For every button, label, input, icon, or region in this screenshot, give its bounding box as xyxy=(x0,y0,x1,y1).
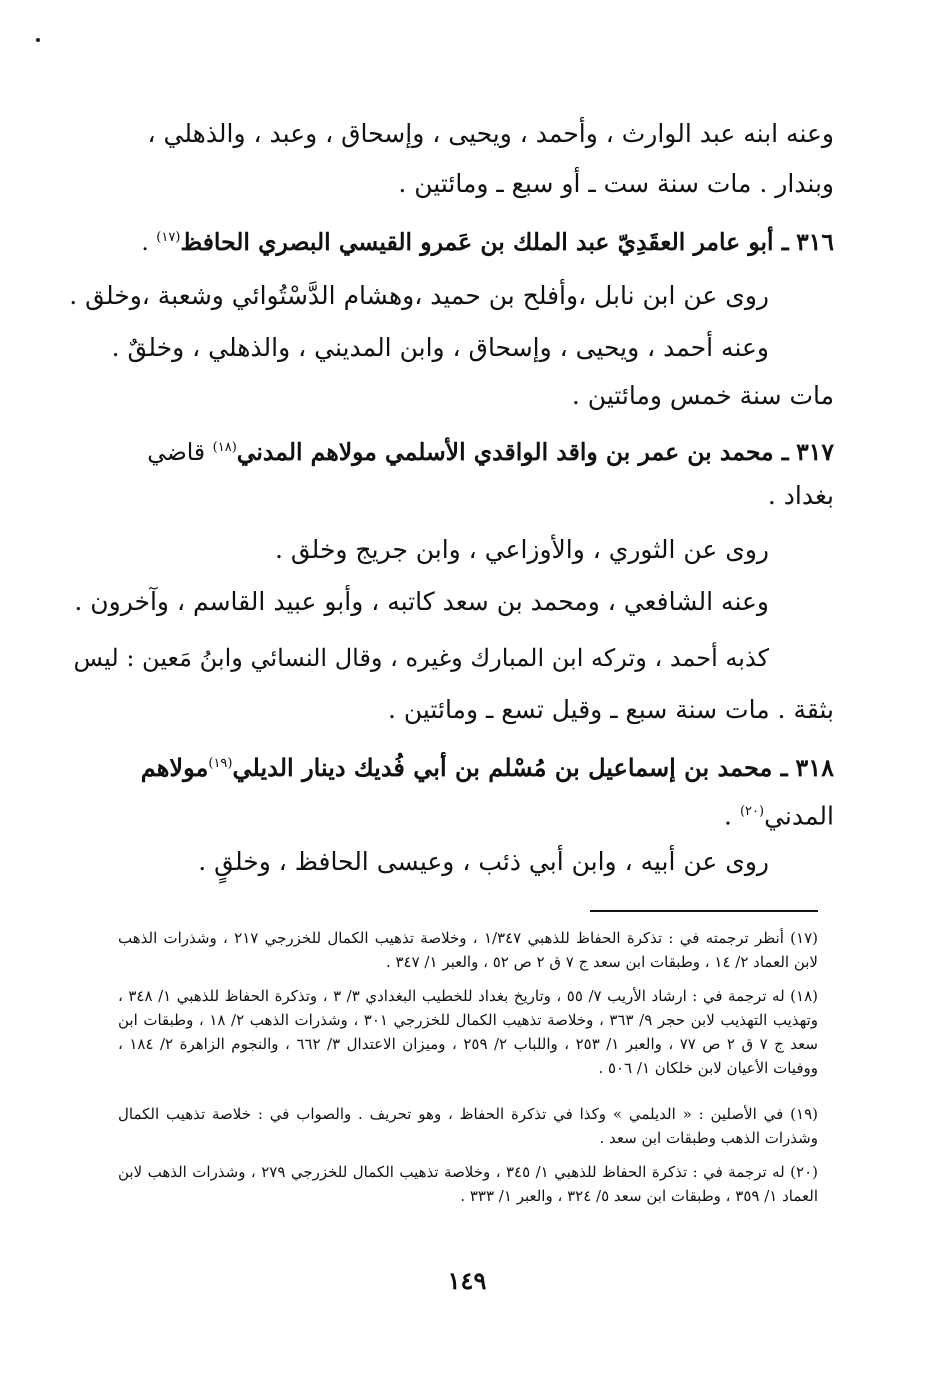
footnote-text: له ترجمة في : تذكرة الحفاظ للذهبي ١/ ٣٤٥ ، وخلاصة تذهيب الكمال للخزرجي ٢٧٩ ، وشذرات الذهب لابن العماد ١/ ٣٥٩ ، وطبقات ابن سعد ٥/ ٣٢٤ ، والعبر ١/ ٣٣٣ . xyxy=(118,1163,818,1205)
entry-318-continuation xyxy=(724,796,834,832)
footnote-20 xyxy=(118,1160,818,1208)
footnote-text: في الأصلين : « الديلمي » وكذا في تذكرة الحفاظ ، وهو تحريف . والصواب في : خلاصة تذهيب الكمال وشذرات الذهب وطبقات ابن سعد . xyxy=(118,1105,818,1147)
entry-end: . xyxy=(724,801,740,831)
entry-number: ٣١٧ xyxy=(796,437,834,466)
body-line: مات سنة خمس ومائتين . xyxy=(571,381,834,410)
footnote-17 xyxy=(118,926,818,974)
entry-name: ـ أبو عامر العقَدِيّ عبد الملك بن عَمرو القيسي البصري الحافظ xyxy=(180,227,789,256)
corner-dot xyxy=(36,38,40,42)
body-line: روى عن ابن نابل ،وأفلح بن حميد ،وهشام الدَّسْتُوائي وشعبة ،وخلق . xyxy=(69,281,769,310)
body-line: بثقة . مات سنة سبع ـ وقيل تسع ـ ومائتين . xyxy=(387,695,834,724)
entry-number: ٣١٨ xyxy=(795,753,834,782)
entry-317-heading xyxy=(147,432,834,468)
footnote-18 xyxy=(118,984,818,1080)
entry-name: ـ محمد بن عمر بن واقد الواقدي الأسلمي مولاهم المدني xyxy=(236,437,789,466)
entry-tail: قاضي xyxy=(147,437,213,466)
body-line: كذبه أحمد ، وتركه ابن المبارك وغيره ، وقال النسائي وابنُ مَعين : ليس xyxy=(73,644,769,672)
footnote-divider xyxy=(590,910,818,912)
footnote-text: له ترجمة في : ارشاد الأريب ٧/ ٥٥ ، وتاريخ بغداد للخطيب البغدادي ٣/ ٣ ، وتذكرة الحفاظ للذهبي ١/ ٣٤٨ ، وتهذيب التهذيب لابن حجر ٩/ ٣٦٣ ، وخلاصة تذهيب الكمال للخزرجي ٣٠١ ، وشذرات الذهب ٢/ ١٨ ، وطبقات ابن سعد ج ٧ ق ٢ ص ٧٧ ، والعبر ١/ ٢٥٣ ، واللباب ٢/ ٢٥٩ ، وميزان الاعتدال ٣/ ٦٦٢ ، والنجوم الزاهرة ٢/ ١٨٤ ، ووفيات الأعيان لابن خلكان ١/ ٥٠٦ . xyxy=(118,987,818,1077)
entry-316-heading xyxy=(141,222,834,258)
footnote-ref: (١٨) xyxy=(212,440,237,455)
footnote-number: (٢٠) xyxy=(790,1163,818,1181)
entry-end: . xyxy=(141,227,157,256)
footnote-number: (١٨) xyxy=(790,987,819,1005)
footnote-number: (١٩) xyxy=(790,1105,818,1123)
body-line: روى عن أبيه ، وابن أبي ذئب ، وعيسى الحافظ ، وخلقٍ . xyxy=(198,847,769,876)
entry-tail: مولاهم xyxy=(140,753,209,782)
body-line: وبندار . مات سنة ست ـ أو سبع ـ ومائتين . xyxy=(398,169,834,198)
body-line: المدني xyxy=(764,801,834,831)
entry-number: ٣١٦ xyxy=(796,227,834,256)
footnote-ref: (٢٠) xyxy=(739,804,765,819)
entry-name: ـ محمد بن إسماعيل بن مُسْلم بن أبي فُديك دينار الديلي xyxy=(232,753,788,782)
footnote-text: أنظر ترجمته في : تذكرة الحفاظ للذهبي ١/٣٤٧ ، وخلاصة تذهيب الكمال للخزرجي ٢١٧ ، وشذرات الذهب لابن العماد ٢/ ١٤ ، وطبقات ابن سعد ج ٧ ق ٢ ص ٥٢ ، والعبر ١/ ٣٤٧ . xyxy=(118,929,818,971)
body-line: وعنه أحمد ، ويحيى ، وإسحاق ، وابن المديني ، والذهلي ، وخلقٌ . xyxy=(111,333,769,362)
footnote-number: (١٧) xyxy=(790,929,818,947)
footnote-ref: (١٧) xyxy=(156,230,181,245)
page-number: ١٤٩ xyxy=(447,1266,487,1295)
body-line: وعنه الشافعي ، ومحمد بن سعد كاتبه ، وأبو عبيد القاسم ، وآخرون . xyxy=(74,587,769,616)
body-line: وعنه ابنه عبد الوارث ، وأحمد ، ويحيى ، وإسحاق ، وعبد ، والذهلي ، xyxy=(147,119,834,148)
body-line: بغداد . xyxy=(767,481,834,510)
footnote-19 xyxy=(118,1102,818,1150)
body-line: روى عن الثوري ، والأوزاعي ، وابن جريج وخلق . xyxy=(274,535,769,564)
entry-318-heading xyxy=(141,748,834,784)
footnote-ref: (١٩) xyxy=(208,756,233,771)
